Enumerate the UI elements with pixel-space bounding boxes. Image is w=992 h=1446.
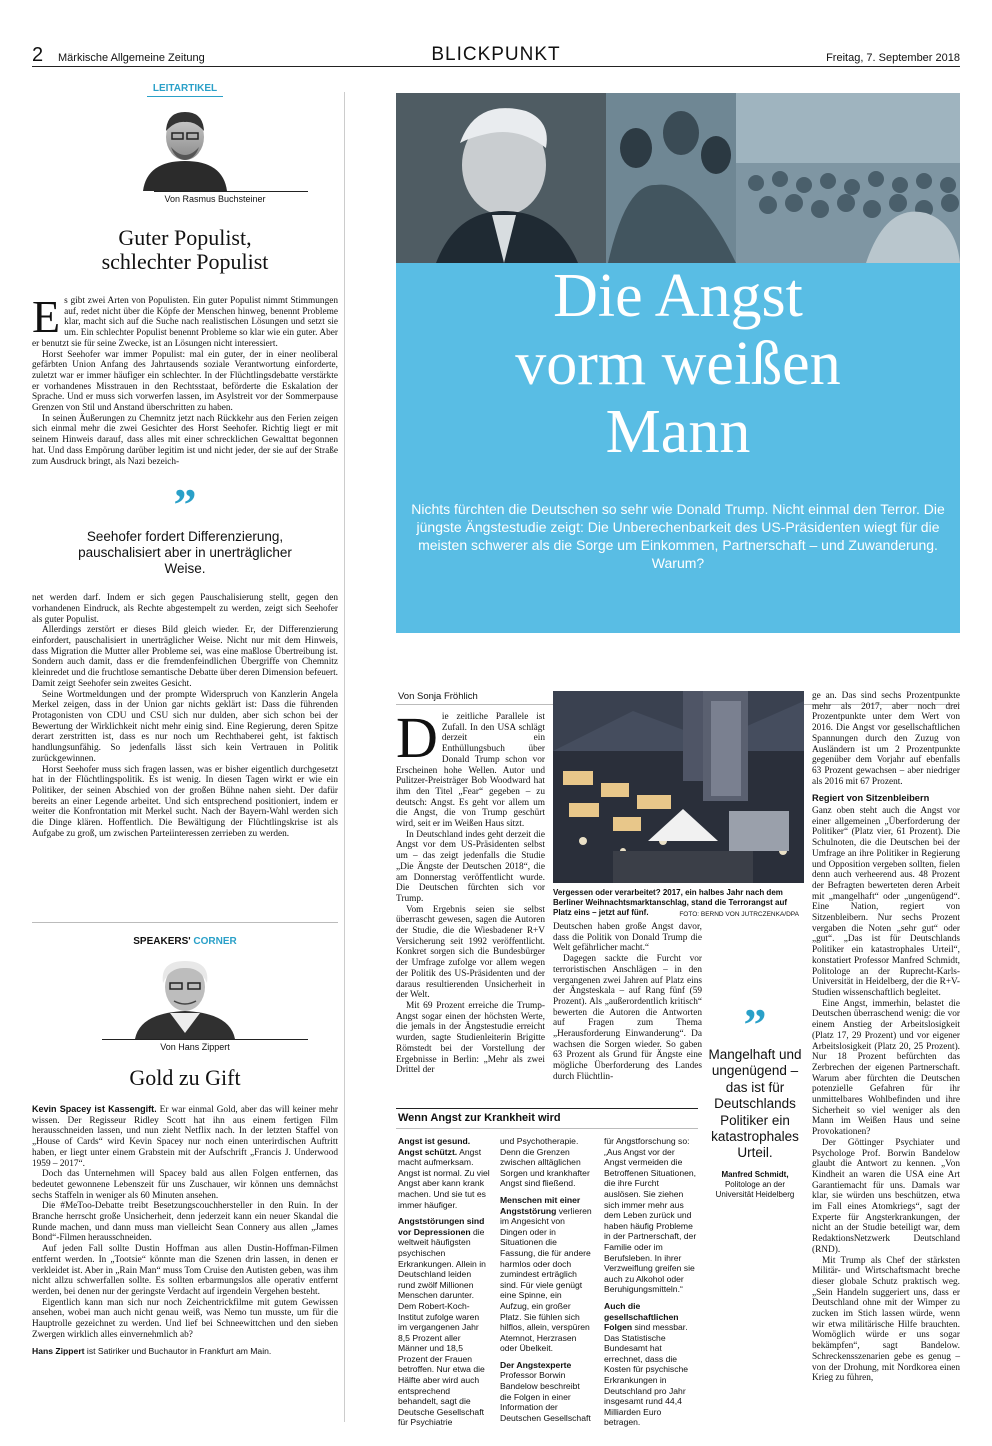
main-paragraph: Ganz oben steht auch die Angst vor einer allgemeinen „Überforderung der Politiker“ (Platz vier, 61 Prozent). Die Schulnoten, die die Deutschen bei der Umfrage an ihre Politiker in Regierung und Opposition vergeben sollten, fielen denn auch verheerend aus. 48 Prozent der Befragten bewerteten deren Arbeit mit „mangelhaft“ oder „ungenügend“. Eine Nation, regiert von Sitzenbleibern. Nur sechs Prozent vergaben die Noten „sehr gut“ oder „gut“. „Das ist für Deutschlands Politiker ein katastrophales Urteil“, konstatiert Professor Manfred Schmidt, Politologe an der Ruprecht-Karls-Universität in Heidelberg, der die R+V-Studien wissenschaftlich begleitet. (812, 806, 960, 998)
issue-date: Freitag, 7. September 2018 (826, 52, 960, 64)
main-headline-line2: vorm weißen (515, 330, 841, 398)
speakers-corner-bio: ist Satiriker und Buchautor in Frankfurt am Main. (84, 1346, 272, 1357)
leitartikel-paragraph: Seine Wortmeldungen und der prompte Widerspruch von Kanzlerin Angela Merkel zeigen, dass in der Union gar nichts geklärt ist: Dass die führenden Protagonisten von CDU und CSU sich nur dulden, aber sich schon bei der Bewertung der Wirklichkeit nicht mehr einig sind. Eine Regierung, deren Spitze derart zerstritten ist, dass es nur noch um Rechthaberei geht, ist faktisch handlungsunfähig. So jedenfalls lässt sich kein Vertrauen in Politik zurückgewinnen. (32, 689, 338, 764)
infobox-lead: Menschen mit einer Angststörung (500, 1194, 581, 1216)
infobox-text: sind messbar. Das Statistische Bundesamt hat errechnet, dass die Kosten für psychische Erkrankungen in Deutschland pro Jahr insgesamt rund 44,4 Milliarden Euro betragen. (604, 1322, 689, 1428)
infobox-text: die weltweit häufigsten psychischen Erkrankungen. Allein in Deutschland leiden rund zwölf Millionen Menschen darunter. Dem Robert-Koch-Institut zufolge waren im vergangenen Jahr 8,5 Prozent aller Männer und 18,5 Prozent der Frauen betroffen. Nur etwa die Hälfte aber wird auch entsprechend behandelt, sagt die Deutsche Gesellschaft für Psychiatrie (398, 1226, 486, 1428)
main-paragraph: ge an. Das sind sechs Prozentpunkte mehr als 2017, aber noch drei Prozentpunkte unter dem Wert von 2016. Die Angst vor gesellschaftlichen Spannungen durch den Zuzug von Ausländern ist um 2 Prozentpunkte gegenüber dem Vorjahr auf ebenfalls 63 Prozent gewachsen – aber niedriger als 2016 mit 67 Prozent. (812, 691, 960, 787)
section-title: BLICKPUNKT (431, 44, 561, 65)
main-headline-line3: Mann (605, 398, 751, 466)
leitartikel-title-line2: schlechter Populist (101, 249, 269, 274)
speakers-corner-author: Von Hans Zippert (160, 1042, 230, 1052)
main-paragraph: In Deutschland indes geht derzeit die Angst vor dem US-Präsidenten selbst um – das zeigt jedenfalls die Studie „Die Ängste der Deutschen 2018“, die am Donnerstag veröffentlicht wurde. Die Deutschen fürchten sich vor Trump. (396, 829, 545, 904)
column-divider (344, 92, 345, 1422)
speakers-corner-paragraph: Er war einmal Gold, aber das will keiner mehr wissen. Der Regisseur Ridley Scott hat ihn aus einem fertigen Film herausschneiden lassen, und nun zieht Netflix nach. In der letzten Staffel von „House of Cards“ wird Kevin Spacey nur noch einen unterirdischen Auftritt haben, er liegt unter einem Grabstein mit der Aufschrift „Francis J. Underwood 1959 – 2017“. (32, 1105, 339, 1169)
infobox-lead: Angststörungen sind vor Depressionen (398, 1216, 485, 1237)
author-rule (102, 1039, 308, 1040)
leitartikel-column (32, 76, 338, 839)
main-headline (396, 262, 960, 466)
main-paragraph: Deutschen haben große Angst davor, dass die Politik von Donald Trump die Welt gefährlicher macht.“ (553, 922, 702, 954)
speakers-corner-bio-name: Hans Zippert (32, 1346, 85, 1357)
leitartikel-paragraph: Horst Seehofer muss sich fragen lassen, was er bisher eigentlich durchgesetzt hat in der Flüchtlingspolitik. Es ist wenig. In diesen Tagen wirkt er wie ein Politiker, der seinen Abschied von der großen Bühne nahen sieht. Der dafür bereits an einer Legende arbeitet. Und sich entsprechend positioniert, indem er weiter die Konfrontation mit Merkel sucht. Nach der Bayern-Wahl werden sich die Dinge klären. Hoffentlich. Die Bewältigung der Flüchtlingskrise ist als Aufgabe zu groß, um zwischen Parteiinteressen zerrieben zu werden. (32, 764, 338, 839)
quotation-mark-icon: ” (173, 479, 197, 531)
speakers-corner-paragraph: Auf jeden Fall sollte Dustin Hoffman aus allen Dustin-Hoffman-Filmen entfernt werden. In „Tootsie“ könnte man die Szenen drin lassen, in denen er verkleidet ist. Aber in „Rain Man“ muss Tom Cruise den Autisten geben, was ihm nicht allzu schwerfallen sollte. Es sollten erbarmungslos alle operativ entfernt werden, bei denen nur der geringste Verdacht auf irgendein Vergehen besteht. (32, 1244, 338, 1297)
infobox-column-3 (604, 1136, 698, 1434)
main-paragraph: Dagegen sackte die Furcht vor terroristischen Anschlägen – in den vergangenen zwei Jahren auf Platz eins der Ängsteskala – auf Rang fünf (59 Prozent). Als „außerordentlich kritisch“ bewerten die Autoren die Antworten auf Fragen zum Thema „Herausforderung Einwanderung“. Da wachsen die Sorgen wieder. So gaben 63 Prozent als Grund für Ängste eine mögliche Überforderung des Landes durch Flüchtlin- (553, 954, 702, 1082)
main-author: Von Sonja Fröhlich (398, 691, 478, 702)
main-column-2 (553, 922, 702, 1083)
leitartikel-title-line1: Guter Populist, (118, 225, 252, 250)
speakers-corner-paragraph: Doch das Unternehmen will Spacey bald aus allen Folgen entfernen, das bedeutet gewonnene Lebenszeit für uns Zuschauer, wir können uns demnächst sechs Staffeln in weniger als 60 Minuten ansehen. (32, 1169, 338, 1201)
photo-caption: Vergessen oder verarbeitet? 2017, ein halbes Jahr nach dem Berliner Weihnachtsmarktanschlag, stand die Terrorangst auf Platz eins – jetzt auf fünf. (553, 888, 787, 917)
leitartikel-paragraph: In seinen Äußerungen zu Chemnitz jetzt nach Rückkehr aus den Ferien zeigen sich einmal mehr die zwei Gesichter des Horst Seehofer. Richtig liegt er mit seinem Hinweis darauf, dass alles mit einer schrecklichen Gewalttat begonnen hat. Und dass Empörung darüber legitim ist und nicht jeder, der sie auf der Straße zum Ausdruck bringt, als Nazi bezeich- (32, 413, 338, 467)
main-paragraph: Eine Angst, immerhin, belastet die Deutschen überraschend wenig: die vor einem Anstieg der Arbeitslosigkeit (Platz 17, 29 Prozent) und vor eigener Arbeitslosigkeit (Platz 20, 25 Prozent). Nur 18 Prozent befürchten das Zerbrechen der eigenen Partnerschaft. Warum aber fürchten die Deutschen potenzielle Gefahren für ihr unmittelbares Wohlbefinden und ihre Sicherheit so viel weniger als den Mann im Weißen Haus und seine Provokationen? (812, 998, 960, 1138)
main-headline-line1: Die Angst (553, 262, 803, 330)
infobox-text: Professor Borwin Bandelow beschreibt die Folgen in einer Information der Deutschen Gesellschaft (500, 1370, 591, 1423)
infobox-lead: Angst ist gesund. Angst schützt. (398, 1136, 471, 1157)
speakers-corner-body (32, 1104, 338, 1357)
speakers-corner-kicker: SPEAKERS' CORNER (133, 936, 237, 947)
main-pullquote (706, 999, 804, 1200)
author-portrait-zippert (130, 953, 240, 1039)
infobox-text: Angst macht aufmerksam. Angst ist normal. Zu viel Angst aber kann krank machen. Und sie tut es immer häufiger. (398, 1146, 490, 1210)
main-paragraph: ie zeitliche Parallele ist Zufall. In den USA schlägt derzeit ein Enthüllungsbuch über Donald Trump schon vor Erscheinen hohe Wellen. Autor und Pulitzer-Preisträger Bob Woodward hat ihm den Titel „Fear“ gegeben – zu deutsch: Angst. Es geht vor allem um die Angst, die von Trump geschürt wird, seit er im Weißen Haus sitzt. (396, 712, 545, 830)
leitartikel-paragraph: Allerdings zerstört er dieses Bild gleich wieder. Er, der Differenzierung einfordert, pauschalisiert in unerträglicher Weise. Nicht nur mit dem Hinweis, dass Migration die Mutter aller Probleme sei, was eine maßlose Übertreibung ist. Sondern auch damit, dass er die fremdenfeindlichen Übergriffe von Chemnitz kleinredet und die fruchtlose semantische Debatte über deren Dimension befeuert. Damit zeigt Seehofer sein zweites Gesicht. (32, 625, 338, 689)
infobox-column-1 (398, 1136, 490, 1434)
newspaper-name: Märkische Allgemeine Zeitung (58, 52, 205, 64)
leitartikel-kicker: LEITARTIKEL (147, 83, 223, 97)
leitartikel-dropcap: E (32, 291, 61, 342)
infobox-text: verlieren im Angesicht von Dingen oder in Situationen die Fassung, die für andere harmlos oder doch zumindest erträglich sind. Für viele genügt eine Spinne, ein Aufzug, ein großer Platz. Sie fühlen sich hilflos, allein, verspüren Atemnot, Herzrasen oder Übelkeit. (500, 1205, 592, 1354)
hero-photo-collage (396, 93, 960, 263)
leitartikel-paragraph: net werden darf. Indem er sich gegen Pauschalisierung stellt, gegen den vorhandenen Eindruck, als Rechte abgestempelt zu werden, zeigt sich Seehofer als guter Populist. (32, 593, 338, 625)
leitartikel-author: Von Rasmus Buchsteiner (164, 194, 266, 204)
main-paragraph: Vom Ergebnis seien sie selbst überrascht gewesen, sagen die Autoren der Studie, die die Wiesbadener R+V Versicherung seit 1992 veröffentlicht. Konkret sorgen sich die Bundesbürger der Umfrage zufolge vor allem wegen der Politik des US-Präsidenten und der daraus resultierenden Unsicherheit in der Welt. (396, 904, 545, 1001)
speakers-corner-paragraph: Eigentlich kann man sich nur noch Zeichentrickfilme mit gutem Gewissen ansehen, wobei man auch nicht genau weiß, was Nemo tun musste, um für die Hauptrolle gezeichnet zu werden. Und lief bei Schneewittchen und den sieben Zwergen wirklich alles einvernehmlich ab? (32, 1297, 338, 1340)
page-number: 2 (32, 44, 44, 66)
infobox-rule (396, 1128, 698, 1129)
infobox-column-2 (500, 1136, 592, 1429)
main-column-4 (812, 691, 960, 1384)
speakers-corner-column (32, 936, 338, 1357)
main-paragraph: Mit 69 Prozent erreiche die Trump-Angst sogar einen der höchsten Werte, die jemals in der Ängstestudie erreicht wurden, sagte Studienleiterin Brigitte Römstedt bei der Vorstellung der Ergebnisse in Berlin: „Mehr als zwei Drittel der (396, 1000, 545, 1076)
main-paragraph: Mit Trump als Chef der stärksten Militär- und Wirtschaftsmacht breche dieser globale Schutz praktisch weg. „Sein Handeln suggeriert uns, dass er Deutschland ohne mit der Wimper zu zucken im Stich lassen würde, wenn wir etwa militärische Hilfe brauchten. Womöglich würde er uns sogar bekämpfen“, sagt Bandelow. Schreckensszenarien gebe es genug – von der Drohung, mit Nordkorea einen Krieg zu führen, (812, 1255, 960, 1384)
infobox-text: und Psychotherapie. Denn die Grenzen zwischen alltäglichen Sorgen und krankhafter Angst sind fließend. (500, 1136, 590, 1189)
infobox-rule (396, 1108, 698, 1109)
leitartikel-body-bottom (32, 593, 338, 839)
leitartikel-pullquote (32, 479, 338, 577)
leitartikel-paragraph: Horst Seehofer war immer Populist: mal ein guter, der in einer neoliberal gefärbten Union Anfang des Jahrtausends soziale Verantwortung einforderte, zuletzt war er immer häufiger ein schlechter. In der Flüchtlingsdebatte verstärkte er vorhandenes Misstrauen in den Rechtsstaat, beförderte die Eskalation der Sprache. Und er muss sich vorwerfen lassen, im Asylstreit vor der Sommerpause Grenzen von Stil und Anstand überschritten zu haben. (32, 349, 338, 414)
leitartikel-paragraph: s gibt zwei Arten von Populisten. Ein guter Populist nimmt Stimmungen auf, redet nicht über die Köpfe der Menschen hinweg, benennt Probleme klar, macht sich auf die Suche nach realistischen Lösungen und setzt sie um. Ein schlechter Populist benennt Probleme so klar wie ein guter. Aber er benutzt sie für seine Zwecke, ist an Lösungen nicht interessiert. (32, 296, 338, 349)
speakers-corner-title: Gold zu Gift (129, 1065, 241, 1090)
main-paragraph: Der Göttinger Psychiater und Psychologe Prof. Borwin Bandelow glaubt die Antwort zu kennen. „Von Kindheit an waren die USA eine Art Garantiemacht für uns. Damals war klar, sie würden uns beschützen, etwa im Fall eines Atomkriegs“, sagt der Experte für Angsterkrankungen, der nicht an der Studie beteiligt war, dem RedaktionsNetzwerk Deutschland (RND). (812, 1137, 960, 1255)
leitartikel-body-top (32, 291, 338, 467)
main-dropcap: D (396, 705, 438, 770)
leitartikel-quote-text: Seehofer fordert Differenzierung, pauschalisiert aber in unerträglicher Weise. (78, 529, 292, 577)
christmas-market-photo (553, 691, 804, 883)
main-quote-author: Manfred Schmidt, (721, 1169, 789, 1179)
main-subhead: Regiert von Sitzenbleibern (812, 793, 930, 804)
author-portrait-buchsteiner (135, 103, 235, 191)
photo-credit: FOTO: BERND VON JUTRCZENKA/DPA (679, 911, 799, 918)
author-rule (154, 191, 308, 192)
column-divider (32, 922, 338, 923)
leitartikel-title (32, 226, 338, 274)
header-rule (32, 66, 960, 67)
infobox-lead: Der Angstexperte (500, 1359, 572, 1370)
infobox-lead: Auch die gesellschaftlichen Folgen (604, 1300, 679, 1333)
speakers-corner-lead: Kevin Spacey ist Kassengift. (32, 1104, 157, 1114)
quotation-mark-icon: ” (743, 999, 767, 1050)
main-subheadline: Nichts fürchten die Deutschen so sehr wie Donald Trump. Nicht einmal den Terror. Die jüngste Ängstestudie zeigt: Die Unberechenbarkeit des US-Präsidenten wiegt für die meisten schwerer als die Sorge um Einkommen, Partnerschaft – und Zuwanderung. Warum? (411, 501, 945, 571)
author-portrait-area (32, 103, 338, 191)
infobox-text: für Angstforschung so: „Aus Angst vor der Angst vermeiden die Betroffenen Situationen, die ihre Furcht auslösen. Sie ziehen sich immer mehr aus dem Leben zurück und haben häufig Probleme in der Partnerschaft, der Familie oder im Berufsleben. In ihrer Verzweiflung greifen sie auch zu Alkohol oder Beruhigungsmitteln.“ (604, 1136, 697, 1295)
main-column-1 (396, 705, 545, 1076)
infobox-title: Wenn Angst zur Krankheit wird (398, 1112, 561, 1124)
main-quote-text: Mangelhaft und ungenügend – das ist für Deutschlands Politiker ein katastrophales Urteil. (708, 1047, 802, 1161)
speakers-corner-paragraph: Die #MeToo-Debatte treibt Besetzungscouchhersteller in den Ruin. In der Branche herrscht große Unsicherheit, denn jederzeit kann ein neuer Skandal die Runde machen, und dann muss man vielleicht Sean Connery aus allen „James Bond“-Filmen herausschneiden. (32, 1201, 338, 1244)
main-quote-role: Politologe an der Universität Heidelberg (715, 1179, 795, 1199)
